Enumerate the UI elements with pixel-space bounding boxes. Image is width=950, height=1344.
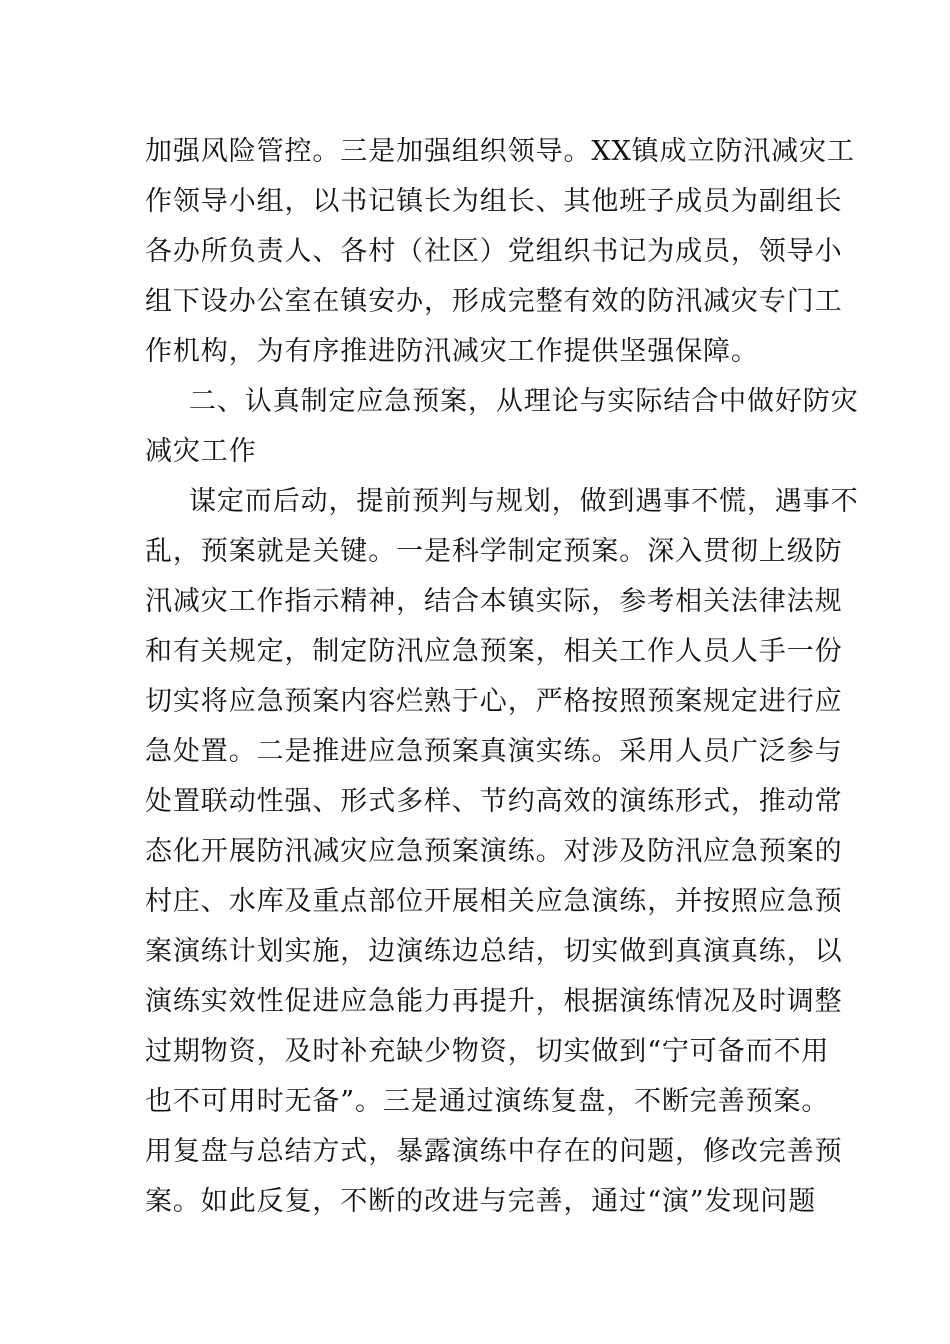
body-line: 作机构，为有序推进防汛减灾工作提供坚强保障。: [145, 336, 759, 367]
section-heading-line: 二、认真制定应急预案，从理论与实际结合中做好防灾: [189, 386, 859, 417]
body-line: 态化开展防汛减灾应急预案演练。对涉及防汛应急预案的: [145, 836, 843, 867]
body-line: 演练实效性促进应急能力再提升，根据演练情况及时调整: [145, 986, 843, 1017]
body-line: 用复盘与总结方式，暴露演练中存在的问题，修改完善预: [145, 1136, 843, 1167]
body-line: 村庄、水库及重点部位开展相关应急演练，并按照应急预: [145, 886, 843, 917]
body-line: 谋定而后动，提前预判与规划，做到遇事不慌，遇事不: [189, 486, 859, 517]
body-line: 各办所负责人、各村（社区）党组织书记为成员，领导小: [145, 236, 843, 267]
body-line: 加强风险管控。三是加强组织领导。XX镇成立防汛减灾工: [145, 136, 855, 167]
body-line: 作领导小组，以书记镇长为组长、其他班子成员为副组长: [145, 186, 843, 217]
body-line: 也不可用时无备”。三是通过演练复盘，不断完善预案。: [145, 1086, 830, 1117]
body-line: 和有关规定，制定防汛应急预案，相关工作人员人手一份: [145, 636, 843, 667]
body-line: 急处置。二是推进应急预案真演实练。采用人员广泛参与: [145, 736, 843, 767]
body-line: 案。如此反复，不断的改进与完善，通过“演”发现问题: [145, 1186, 817, 1217]
body-line: 切实将应急预案内容烂熟于心，严格按照预案规定进行应: [145, 686, 843, 717]
body-line: 汛减灾工作指示精神，结合本镇实际，参考相关法律法规: [145, 586, 843, 617]
body-line: 过期物资，及时补充缺少物资，切实做到“宁可备而不用: [145, 1036, 830, 1067]
body-line: 组下设办公室在镇安办，形成完整有效的防汛减灾专门工: [145, 286, 843, 317]
section-heading-line: 减灾工作: [145, 436, 257, 467]
body-line: 处置联动性强、形式多样、节约高效的演练形式，推动常: [145, 786, 843, 817]
body-line: 案演练计划实施，边演练边总结，切实做到真演真练，以: [145, 936, 843, 967]
body-line: 乱，预案就是关键。一是科学制定预案。深入贯彻上级防: [145, 536, 843, 567]
